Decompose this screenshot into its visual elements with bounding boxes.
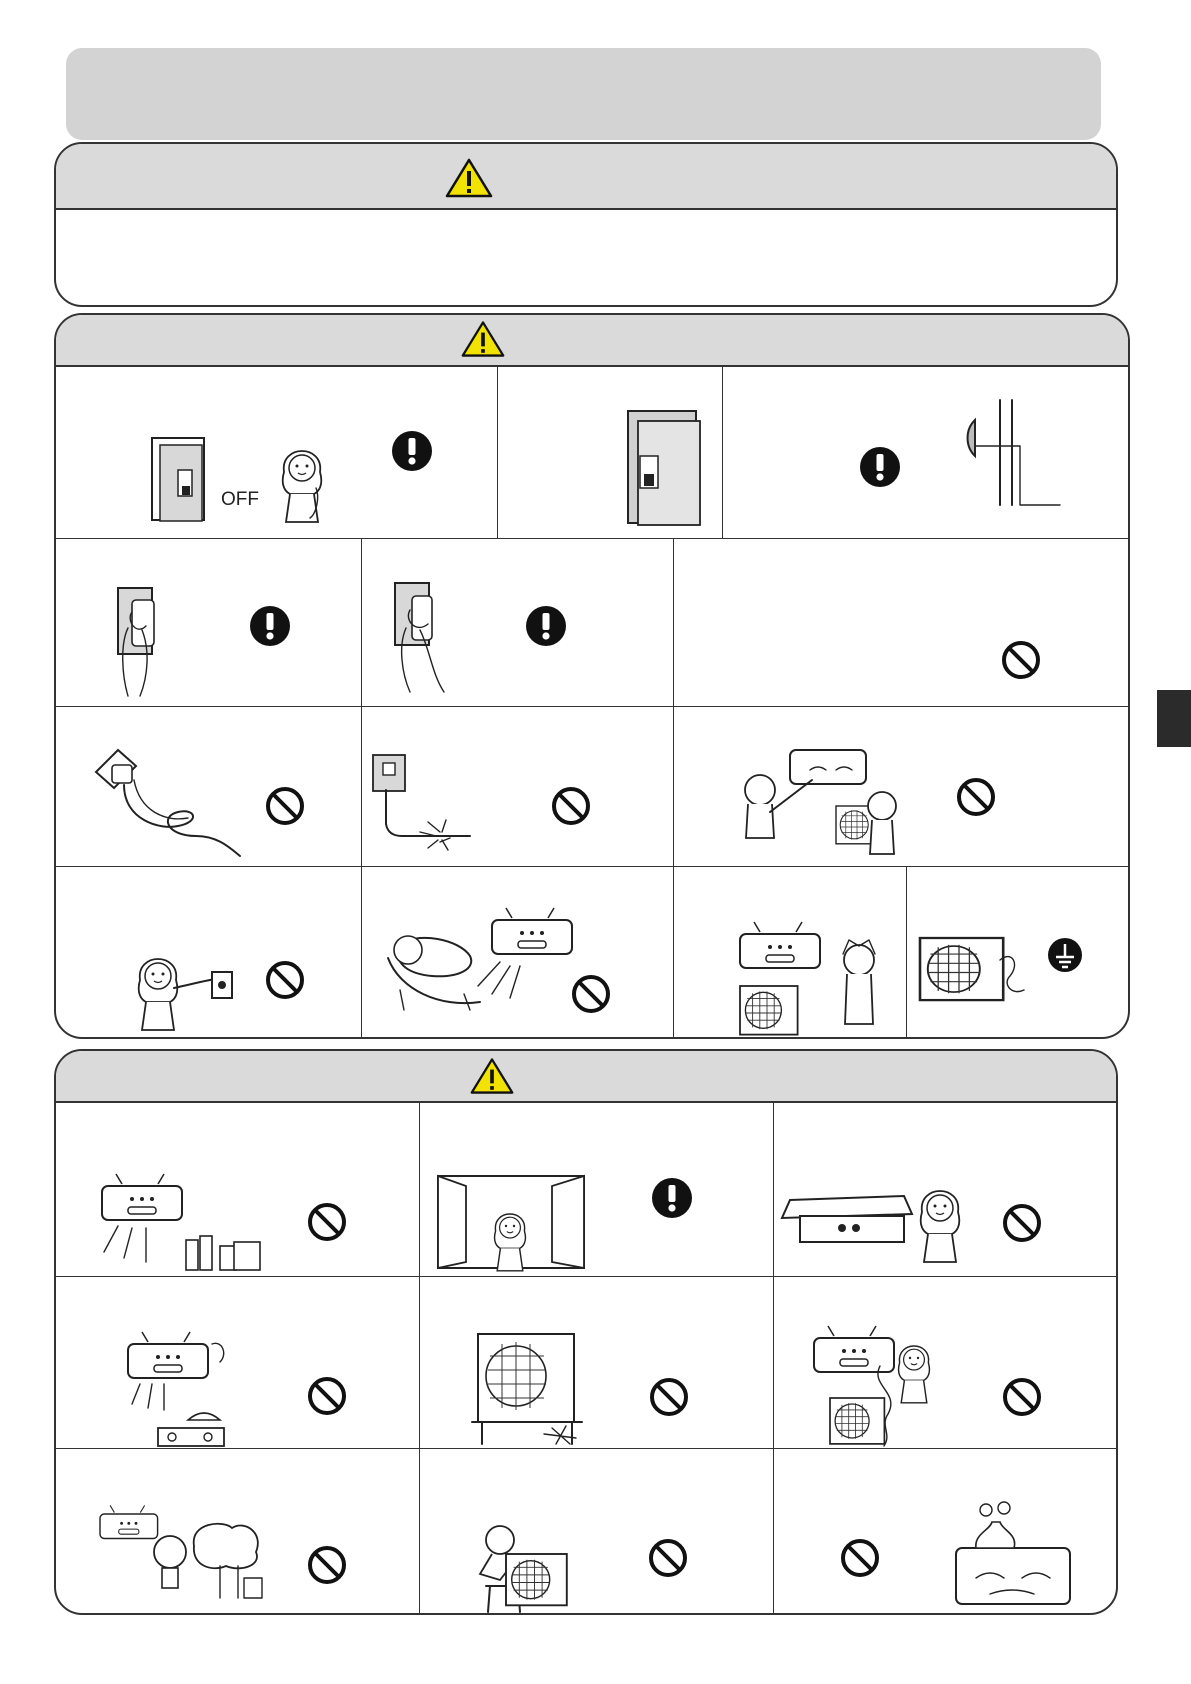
exclamation-circle-icon bbox=[250, 606, 290, 646]
prohibition-circle-icon bbox=[574, 977, 608, 1011]
prohibition-circle-icon bbox=[652, 1380, 686, 1414]
girl-plants-illustration bbox=[899, 1346, 930, 1403]
gas-stove-illustration bbox=[158, 1413, 224, 1446]
exclamation-circle-icon bbox=[526, 606, 566, 646]
prohibition-circle-icon bbox=[651, 1541, 685, 1575]
bundled-cord-illustration bbox=[96, 750, 240, 856]
prohibition-circle-icon bbox=[310, 1548, 344, 1582]
exclamation-circle-icon bbox=[652, 1178, 692, 1218]
damaged-cord-illustration bbox=[373, 755, 470, 850]
exclamation-circle-icon bbox=[392, 431, 432, 471]
prohibition-circle-icon bbox=[1005, 1380, 1039, 1414]
prohibition-circle-icon bbox=[1005, 1206, 1039, 1240]
child-touching-illustration bbox=[843, 940, 875, 1024]
breaker-box-illustration bbox=[152, 438, 204, 521]
girl-cleaning-illustration bbox=[921, 1191, 960, 1262]
plug-hand-illustration bbox=[395, 583, 444, 692]
prohibition-circle-icon bbox=[554, 789, 588, 823]
children-insert-objects-illustration bbox=[745, 750, 896, 854]
indoor-unit-illustration bbox=[492, 908, 572, 954]
prohibition-circle-icon bbox=[310, 1379, 344, 1413]
off-label: OFF bbox=[221, 489, 259, 510]
open-window-illustration bbox=[438, 1176, 584, 1271]
vase-on-unit-illustration bbox=[956, 1502, 1070, 1604]
prohibition-circle-icon bbox=[268, 963, 302, 997]
outlet-illustration bbox=[212, 972, 232, 998]
prohibition-circle-icon bbox=[268, 789, 302, 823]
indoor-unit-illustration bbox=[100, 1505, 158, 1538]
outdoor-unit-illustration bbox=[830, 1398, 884, 1444]
unit-on-stand-illustration bbox=[472, 1334, 582, 1444]
prohibition-circle-icon bbox=[1004, 643, 1038, 677]
plants-animals-illustration bbox=[154, 1524, 262, 1598]
girl-phone-illustration bbox=[283, 451, 322, 522]
cleaning-unit-illustration bbox=[782, 1196, 912, 1242]
plug-hand-illustration bbox=[118, 588, 154, 696]
exclamation-circle-icon bbox=[860, 447, 900, 487]
ground-symbol-icon bbox=[1048, 938, 1082, 972]
wall-pipe-illustration bbox=[968, 400, 1060, 505]
indoor-unit-illustration bbox=[814, 1326, 894, 1372]
person-climbing-illustration bbox=[480, 1526, 567, 1612]
indoor-unit-illustration bbox=[102, 1174, 182, 1220]
indoor-unit-illustration bbox=[128, 1332, 208, 1378]
indoor-unit-illustration bbox=[740, 922, 820, 968]
outdoor-unit-illustration bbox=[920, 938, 1003, 1000]
food-items-illustration bbox=[186, 1236, 260, 1270]
outdoor-unit-illustration bbox=[740, 986, 798, 1035]
baby-cradle-illustration bbox=[388, 936, 480, 1010]
prohibition-circle-icon bbox=[310, 1205, 344, 1239]
prohibition-circle-icon bbox=[843, 1541, 877, 1575]
prohibition-circle-icon bbox=[959, 780, 993, 814]
girl-outlet-illustration bbox=[139, 959, 220, 1030]
breaker-box-illustration bbox=[628, 411, 700, 525]
